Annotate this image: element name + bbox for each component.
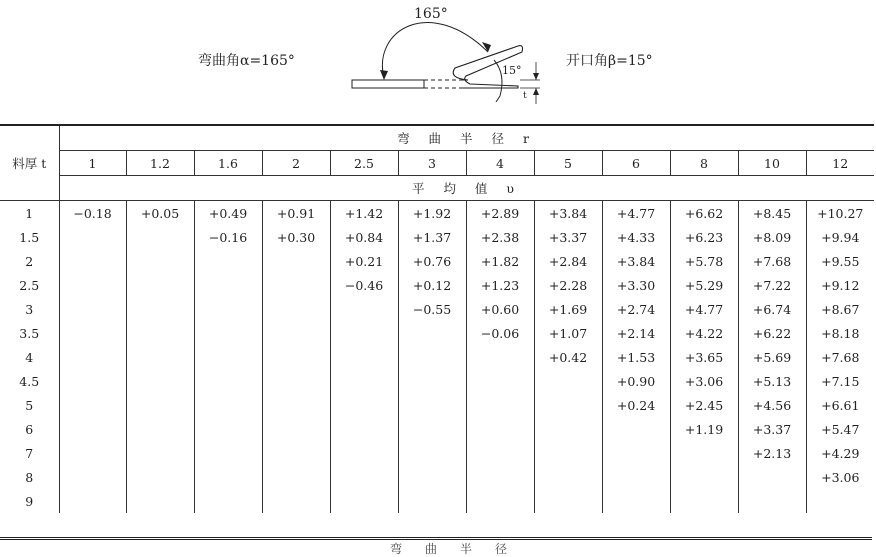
radius-header-cell: 10: [738, 151, 806, 176]
thickness-cell: 5: [25, 397, 34, 413]
value-cell: [59, 345, 126, 369]
value-cell: [126, 321, 194, 345]
value-cell: +1.07: [534, 321, 602, 345]
value-cell: −0.06: [466, 321, 534, 345]
value-cell: +0.05: [126, 201, 194, 226]
value-cell: [330, 489, 398, 513]
thickness-cell: 3.5: [19, 325, 40, 341]
value-cell: [398, 417, 466, 441]
value-cell: [194, 297, 262, 321]
value-cell: +9.94: [806, 225, 874, 249]
value-cell: +2.14: [602, 321, 670, 345]
thickness-cell: 1.5: [19, 229, 40, 245]
value-cell: +5.78: [670, 249, 738, 273]
value-cell: +0.90: [602, 369, 670, 393]
value-cell: +8.45: [738, 201, 806, 226]
value-cell: +3.84: [534, 201, 602, 226]
value-cell: [194, 249, 262, 273]
value-cell: [262, 297, 330, 321]
value-cell: [59, 393, 126, 417]
value-cell: [398, 345, 466, 369]
value-cell: [262, 321, 330, 345]
value-cell: +3.30: [602, 273, 670, 297]
value-cell: [534, 369, 602, 393]
value-cell: +1.82: [466, 249, 534, 273]
value-cell: [262, 489, 330, 513]
value-cell: +1.42: [330, 201, 398, 226]
radius-header-cell: 8: [670, 151, 738, 176]
value-cell: [59, 321, 126, 345]
value-cell: +2.84: [534, 249, 602, 273]
value-cell: +7.68: [738, 249, 806, 273]
value-cell: [59, 441, 126, 465]
value-cell: [534, 393, 602, 417]
radius-header-cell: 1.6: [194, 151, 262, 176]
value-cell: [534, 441, 602, 465]
value-cell: +3.06: [806, 465, 874, 489]
value-cell: [738, 489, 806, 513]
value-cell: +3.37: [738, 417, 806, 441]
table-row: [0, 345, 874, 369]
value-cell: +0.49: [194, 201, 262, 226]
value-cell: +6.62: [670, 201, 738, 226]
radius-header-cell: 2.5: [330, 151, 398, 176]
value-cell: +7.15: [806, 369, 874, 393]
value-cell: +2.13: [738, 441, 806, 465]
thickness-cell: 3: [25, 301, 34, 317]
value-cell: +6.22: [738, 321, 806, 345]
table-row: [0, 441, 874, 465]
value-cell: [59, 225, 126, 249]
value-cell: [398, 369, 466, 393]
thickness-cell: 2: [25, 253, 34, 269]
radius-header-cell: 5: [534, 151, 602, 176]
value-cell: +8.67: [806, 297, 874, 321]
table-row: [0, 369, 874, 393]
value-cell: +1.19: [670, 417, 738, 441]
value-cell: +5.29: [670, 273, 738, 297]
value-cell: [398, 465, 466, 489]
table-row: [0, 225, 874, 249]
value-cell: [194, 321, 262, 345]
value-cell: [126, 417, 194, 441]
value-cell: +0.21: [330, 249, 398, 273]
value-cell: +7.68: [806, 345, 874, 369]
value-cell: +0.76: [398, 249, 466, 273]
value-cell: [466, 393, 534, 417]
value-cell: +1.92: [398, 201, 466, 226]
thickness-cell: 2.5: [19, 277, 40, 293]
value-cell: [330, 345, 398, 369]
table-row: [0, 273, 874, 297]
radius-header-cell: 12: [806, 151, 874, 176]
value-cell: [330, 369, 398, 393]
value-cell: [59, 297, 126, 321]
value-cell: +9.55: [806, 249, 874, 273]
value-cell: +3.37: [534, 225, 602, 249]
value-cell: [59, 417, 126, 441]
value-cell: +4.33: [602, 225, 670, 249]
value-cell: [398, 321, 466, 345]
value-cell: [602, 441, 670, 465]
value-cell: [534, 489, 602, 513]
value-cell: [398, 489, 466, 513]
value-cell: [194, 369, 262, 393]
footer-partial-text: 弯 曲 半 径: [390, 542, 517, 556]
value-cell: +1.69: [534, 297, 602, 321]
value-cell: [398, 441, 466, 465]
value-cell: [602, 489, 670, 513]
value-cell: [262, 465, 330, 489]
angle-165-label: 165°: [414, 6, 448, 22]
value-cell: +0.60: [466, 297, 534, 321]
value-cell: +3.84: [602, 249, 670, 273]
table-row: [0, 201, 874, 226]
value-cell: [194, 489, 262, 513]
value-cell: [262, 345, 330, 369]
radius-header-cell: 4: [466, 151, 534, 176]
value-cell: [194, 465, 262, 489]
value-cell: +4.77: [670, 297, 738, 321]
value-cell: +4.22: [670, 321, 738, 345]
radius-header-cell: 1.2: [126, 151, 194, 176]
radius-header-cell: 6: [602, 151, 670, 176]
thickness-cell: 4: [25, 349, 34, 365]
value-cell: [670, 465, 738, 489]
value-cell: +6.74: [738, 297, 806, 321]
table-row: [0, 321, 874, 345]
table-row: [0, 297, 874, 321]
value-cell: +2.89: [466, 201, 534, 226]
bend-angle-label: 弯曲角α=165°: [198, 53, 295, 69]
value-cell: [466, 441, 534, 465]
value-cell: +8.09: [738, 225, 806, 249]
value-cell: +6.23: [670, 225, 738, 249]
value-cell: +2.28: [534, 273, 602, 297]
value-cell: [126, 489, 194, 513]
value-cell: +3.06: [670, 369, 738, 393]
bend-radius-header: 弯 曲 半 径 r: [59, 125, 874, 151]
value-cell: +2.45: [670, 393, 738, 417]
value-cell: [126, 441, 194, 465]
thickness-cell: 7: [25, 445, 34, 461]
thickness-cell: 6: [25, 421, 34, 437]
bend-value-table: [0, 124, 874, 513]
value-cell: [126, 345, 194, 369]
value-cell: [806, 489, 874, 513]
value-cell: [330, 441, 398, 465]
thickness-cell: 8: [25, 469, 34, 485]
value-cell: [330, 297, 398, 321]
value-cell: +5.69: [738, 345, 806, 369]
value-cell: +5.47: [806, 417, 874, 441]
value-cell: +9.12: [806, 273, 874, 297]
angle-15-label: 15°: [502, 64, 522, 77]
thickness-cell: 9: [25, 493, 34, 509]
table-row: [0, 393, 874, 417]
value-cell: [126, 465, 194, 489]
thickness-mark: t: [523, 91, 527, 101]
value-cell: +0.30: [262, 225, 330, 249]
value-cell: −0.18: [59, 201, 126, 226]
value-cell: +0.84: [330, 225, 398, 249]
value-cell: [738, 465, 806, 489]
value-cell: +5.13: [738, 369, 806, 393]
value-cell: [262, 273, 330, 297]
value-cell: +1.53: [602, 345, 670, 369]
value-cell: [262, 249, 330, 273]
value-cell: [330, 321, 398, 345]
value-cell: [59, 465, 126, 489]
table-row: [0, 489, 874, 513]
table-row: [0, 249, 874, 273]
thickness-cell: 1: [25, 205, 34, 221]
value-cell: [59, 249, 126, 273]
value-cell: +6.61: [806, 393, 874, 417]
value-cell: [466, 345, 534, 369]
row-header: 料厚 t: [0, 125, 59, 201]
value-cell: [466, 465, 534, 489]
value-cell: +0.42: [534, 345, 602, 369]
value-cell: [330, 417, 398, 441]
value-cell: [534, 465, 602, 489]
value-cell: [126, 393, 194, 417]
radius-header-cell: 1: [59, 151, 126, 176]
value-cell: +0.24: [602, 393, 670, 417]
value-cell: [262, 441, 330, 465]
value-cell: +3.65: [670, 345, 738, 369]
value-cell: +7.22: [738, 273, 806, 297]
value-cell: [670, 441, 738, 465]
open-angle-label: 开口角β=15°: [566, 53, 653, 69]
value-cell: −0.16: [194, 225, 262, 249]
value-cell: +0.12: [398, 273, 466, 297]
value-cell: +8.18: [806, 321, 874, 345]
value-cell: [330, 465, 398, 489]
value-cell: +2.74: [602, 297, 670, 321]
value-cell: [262, 369, 330, 393]
value-cell: −0.55: [398, 297, 466, 321]
value-cell: +10.27: [806, 201, 874, 226]
value-cell: [59, 489, 126, 513]
table-row: [0, 417, 874, 441]
value-cell: [59, 369, 126, 393]
value-cell: [466, 369, 534, 393]
value-cell: [330, 393, 398, 417]
value-cell: +2.38: [466, 225, 534, 249]
value-cell: [126, 225, 194, 249]
value-cell: [262, 393, 330, 417]
value-cell: +4.56: [738, 393, 806, 417]
value-cell: [466, 417, 534, 441]
value-cell: +4.29: [806, 441, 874, 465]
value-cell: [194, 345, 262, 369]
value-cell: [466, 489, 534, 513]
value-cell: [534, 417, 602, 441]
value-cell: −0.46: [330, 273, 398, 297]
value-cell: [670, 489, 738, 513]
value-cell: [194, 273, 262, 297]
table-row: [0, 465, 874, 489]
value-cell: [126, 369, 194, 393]
value-cell: +1.23: [466, 273, 534, 297]
value-cell: [262, 417, 330, 441]
value-cell: +0.91: [262, 201, 330, 226]
value-cell: [126, 297, 194, 321]
value-cell: [602, 417, 670, 441]
value-cell: [194, 393, 262, 417]
bend-figure: [0, 0, 876, 122]
value-cell: [126, 249, 194, 273]
radius-header-cell: 2: [262, 151, 330, 176]
value-cell: [126, 273, 194, 297]
value-cell: [194, 417, 262, 441]
value-cell: [602, 465, 670, 489]
value-cell: +1.37: [398, 225, 466, 249]
value-cell: [398, 393, 466, 417]
value-cell: +4.77: [602, 201, 670, 226]
value-cell: [194, 441, 262, 465]
value-cell: [59, 273, 126, 297]
radius-header-cell: 3: [398, 151, 466, 176]
average-value-header: 平 均 值 υ: [59, 176, 874, 201]
thickness-cell: 4.5: [19, 373, 40, 389]
